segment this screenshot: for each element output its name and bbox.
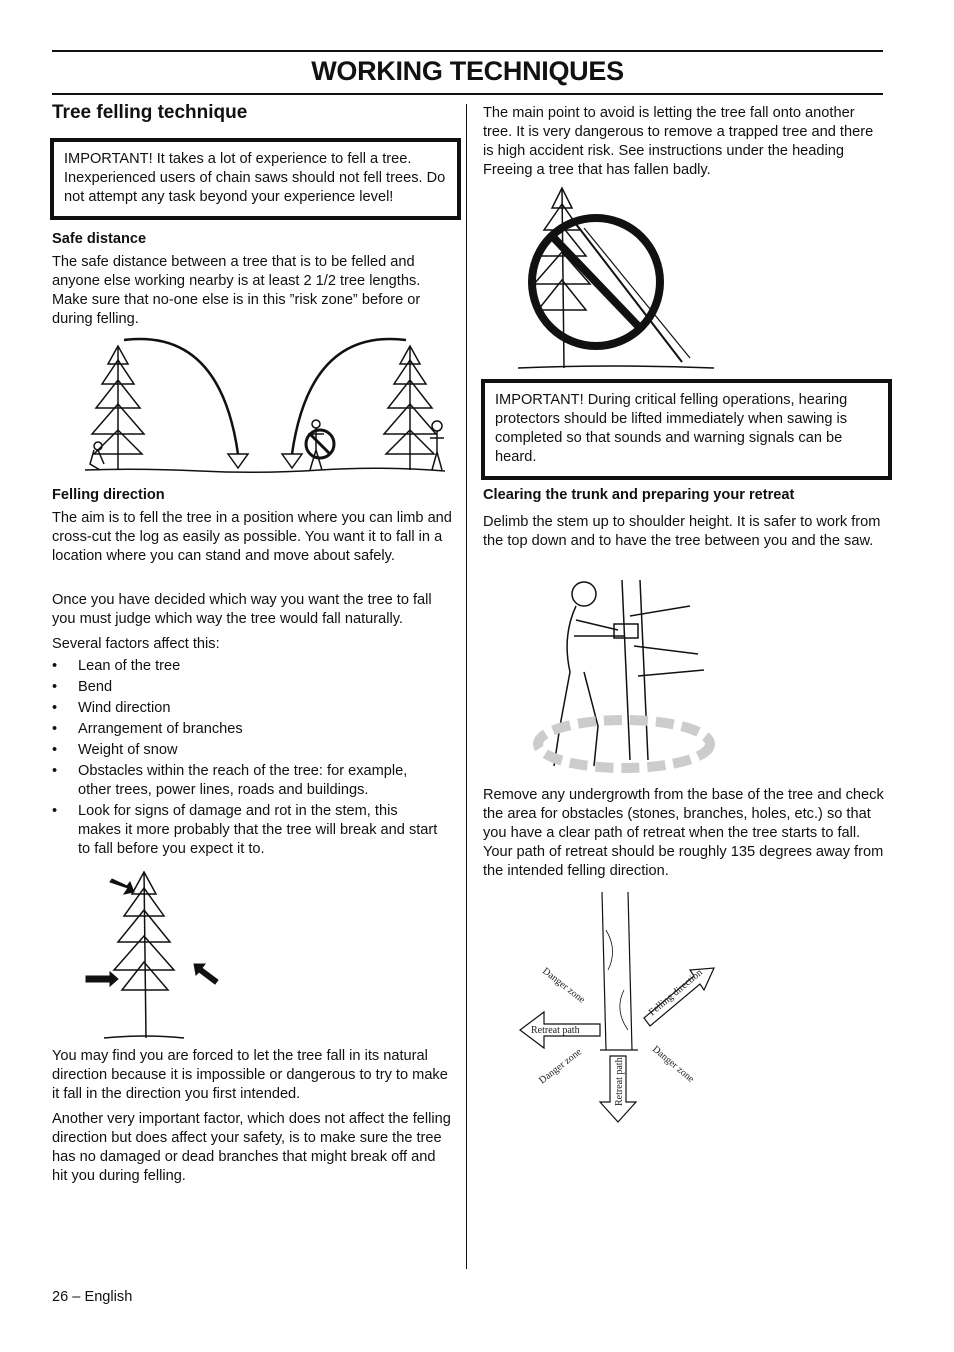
clearing-heading: Clearing the trunk and preparing your retreat (483, 487, 795, 503)
column-divider (466, 104, 467, 1269)
person-kneeling-icon (90, 442, 104, 470)
wind-arrow-top-icon (110, 879, 134, 894)
retreat-path-down-label: Retreat path (614, 1057, 625, 1106)
clearing-p2: Remove any undergrowth from the base of the tree and check the area for obstacles (stones, branches, holes, etc.) so that you have a clear path of retreat when the tree starts to fall. Your path of retreat should be roughly 135 degrees away from the intended felling direction. (483, 787, 884, 879)
retreat-path-left-label: Retreat path (531, 1025, 580, 1036)
felling-direction-p2: Once you have decided which way you want the tree to fall you must judge which way the tree would fall naturally. (52, 592, 432, 627)
safe-distance-text: The safe distance between a tree that is to be felled and anyone else working nearby is at least 2 1/2 tree lengths. Make sure that no-one else is in this ”risk zone” before or during felling. (52, 254, 421, 327)
no-tree-on-tree-illustration (514, 184, 724, 372)
clearing-p1: Delimb the stem up to shoulder height. It is safer to work from the top down and to have the tree between you and the saw. (483, 514, 881, 549)
felling-direction-label: Felling direction (646, 967, 705, 1019)
work-area-ring (538, 720, 710, 768)
page-header-title: WORKING TECHNIQUES (311, 56, 624, 86)
felling-direction-p3: Several factors affect this: (52, 636, 220, 652)
felling-direction-heading: Felling direction (52, 487, 165, 503)
page-footer: 26 – English (52, 1289, 133, 1305)
factors-list (52, 657, 444, 861)
danger-zone-top-left-label: Danger zone (540, 965, 587, 1006)
felling-direction-p1: The aim is to fell the tree in a position where you can limb and cross-cut the log as easily as possible. You want it to fall in a location where you can stand and move about safely. (52, 510, 452, 564)
list-item: • Obstacles within the reach of the tree: for example, other trees, power lines, roads and buildings. (52, 762, 444, 800)
danger-zone-bottom-right-label: Danger zone (650, 1043, 697, 1085)
safety-factor-text: Another very important factor, which does not affect the felling direction but does affect your safety, is to make sure the tree has no damaged or dead branches that might break off and hit you during felling. (52, 1111, 451, 1184)
tree-factors-illustration (84, 866, 224, 1042)
list-item: • Look for signs of damage and rot in the stem, this makes it more probably that the tree will break and start to fall before you expect it to. (52, 802, 444, 859)
list-item: • Wind direction (52, 699, 444, 718)
delimbing-illustration (514, 576, 724, 782)
important-box-hearing: IMPORTANT! During critical felling operations, hearing protectors should be lifted immediately when sawing is completed so that sounds and warning signals can be heard. (481, 379, 892, 480)
list-item: • Arrangement of branches (52, 720, 444, 739)
list-item: • Weight of snow (52, 741, 444, 760)
wind-arrow-right-icon (194, 964, 218, 984)
section-title: Tree felling technique (52, 102, 248, 123)
wind-arrow-left-icon (86, 972, 118, 986)
important-box-experience: IMPORTANT! It takes a lot of experience to fell a tree. Inexperienced users of chain saws should not fell trees. Do not attempt any task beyond your experience level! (50, 138, 461, 220)
safe-distance-illustration (80, 334, 450, 476)
retreat-path-diagram (514, 890, 724, 1124)
prohibited-person-icon (306, 420, 334, 470)
safe-distance-heading: Safe distance (52, 231, 147, 247)
list-item: • Lean of the tree (52, 657, 444, 676)
header-bottom-rule (52, 93, 883, 95)
tree-left-icon (92, 346, 144, 470)
person-standing-icon (430, 421, 444, 470)
header-top-rule (52, 50, 883, 52)
tree-right-icon (384, 346, 436, 470)
forced-direction-text: You may find you are forced to let the tree fall in its natural direction because it is impossible or dangerous to try to make it fall in the direction you first intended. (52, 1048, 448, 1102)
main-point-text: The main point to avoid is letting the tree fall onto another tree. It is very dangerous to remove a trapped tree and there is high accident risk. See instructions under the heading Freeing a tree that has fallen badly. (483, 105, 874, 178)
list-item: • Bend (52, 678, 444, 697)
danger-zone-bottom-left-label: Danger zone (537, 1046, 584, 1087)
